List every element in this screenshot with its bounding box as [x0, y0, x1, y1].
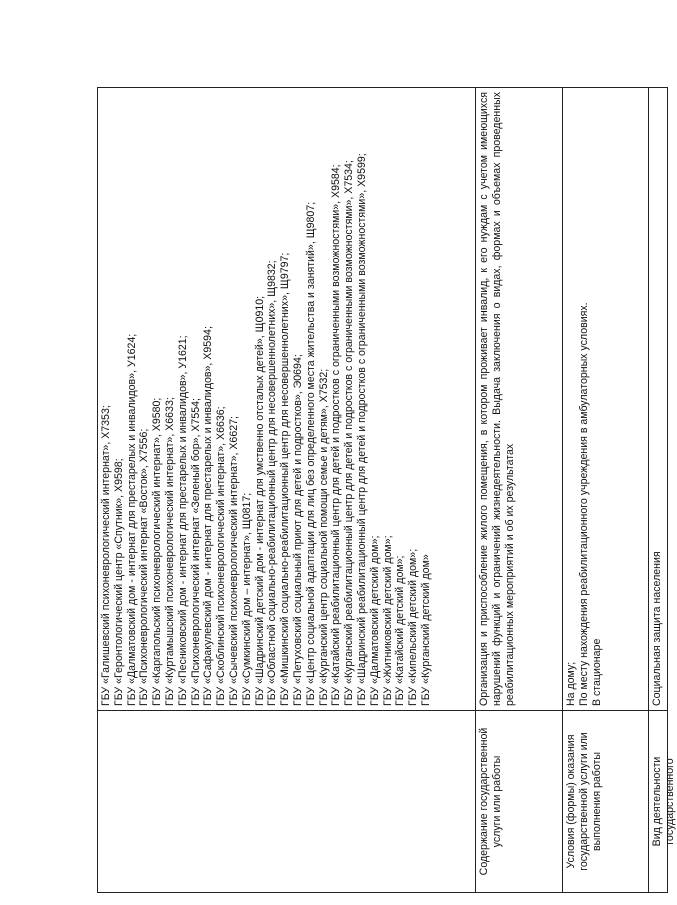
activity-value: Социальная защита населения: [651, 551, 663, 706]
organization-item: ГБУ «Областной социально-реабилитационный центр для несовершеннолетних», Щ9832;: [266, 260, 279, 706]
conditions-label: Условия (формы) оказания государственной услуги или выполнения работы: [563, 710, 648, 892]
organization-item: ГБУ «Катайский детский дом»;: [394, 555, 407, 706]
organization-item: ГБУ «Сычевский психоневрологический интернат», Х6627;: [227, 416, 240, 706]
organization-item: ГБУ «Геронтологический центр «Спутник», Х9598;: [112, 458, 125, 706]
form-item: На дому;: [565, 661, 577, 706]
organization-item: ГБУ «Мишкинский социально-реабилитационный центр для несовершеннолетних», Щ9797;: [279, 252, 292, 706]
organization-item: ГБУ «Курганский реабилитационный центр для детей и подростков с ограниченными возможностями», Х7534;: [343, 160, 356, 706]
organization-item: ГБУ «Каргапольский психоневрологический интернат», Х9580;: [151, 397, 164, 706]
organization-item: ГБУ «Сафакулевский дом - интернат для престарелых и инвалидов», Х9594;: [202, 326, 215, 706]
organization-item: ГБУ «Шадринский реабилитационный центр для детей и подростков с ограниченными возможностями», Х9599;: [355, 153, 368, 706]
activity-row: [648, 87, 676, 893]
organization-item: ГБУ «Курганский центр социальной помощи семье и детям», Х7532;: [317, 368, 330, 706]
organization-item: ГБУ «Психоневрологический интернат «Восток», Х7556;: [138, 428, 151, 706]
organization-item: ГБУ «Курганский детский дом»: [419, 554, 432, 706]
form-item: По месту нахождения реабилитационного учреждения в амбулаторных условиях.: [577, 302, 590, 706]
organization-item: ГБУ «Катайский реабилитационный центр для детей и подростков с ограниченными возможностями», Х9584;: [330, 164, 343, 706]
form-item: В стационаре: [590, 638, 603, 706]
organization-item: ГБУ «Галишевский психоневрологический интернат», Х7353;: [100, 405, 112, 706]
organization-item: ГБУ «Шадринский детский дом - интернат для умственно отсталых детей», Щ0910;: [253, 295, 266, 706]
organization-item: ГБУ «Центр социальной адаптации для лиц без определенного места жительства и занятий», Щ9807;: [304, 201, 317, 706]
organization-item: ГБУ «Песниковский дом - интернат для престарелых и инвалидов», У1621;: [176, 335, 189, 706]
activity-label: Вид деятельности государственного: [649, 710, 667, 892]
content-row: [475, 87, 563, 893]
organization-item: ГБУ «Куртамышский психоневрологический интернат», Х6633;: [163, 397, 176, 706]
organizations-list: [98, 88, 475, 710]
organization-item: ГБУ «Петуховский социальный приют для детей и подростков», Э0694;: [291, 354, 304, 706]
organizations-row: [97, 87, 476, 893]
organizations-label-cell: [98, 710, 475, 892]
conditions-forms: [563, 88, 648, 710]
organization-item: ГБУ «Скоблинский психоневрологический интернат», Х6636;: [215, 406, 228, 706]
organization-item: ГБУ «Далматовский дом - интернат для престарелых и инвалидов», У1624;: [125, 333, 138, 706]
content-label: Содержание государственной услуги или работы: [476, 710, 562, 892]
content-text: Организация и приспособление жилого помещения, в котором проживает инвалид, к его нуждам с учетом имеющихся нарушений функций и ограничений жизнедеятельности. Выдача заключения о видах, формах и объемах проведенных реабилитационных мероприятий и об их результатах: [478, 92, 516, 706]
organization-item: ГБУ «Сумкинский дом – интернат», Щ0817;: [240, 492, 253, 706]
organization-item: ГБУ «Далматовский детский дом»;: [368, 535, 381, 706]
organization-item: ГБУ «Кипельский детский дом»;: [407, 548, 420, 706]
organization-item: ГБУ «Житниковский детский дом»;: [381, 535, 394, 706]
conditions-row: [562, 87, 649, 893]
service-table: [97, 87, 676, 893]
organization-item: ГБУ «Психоневрологический интернат «Зеленый бор», Х7554;: [189, 398, 202, 706]
